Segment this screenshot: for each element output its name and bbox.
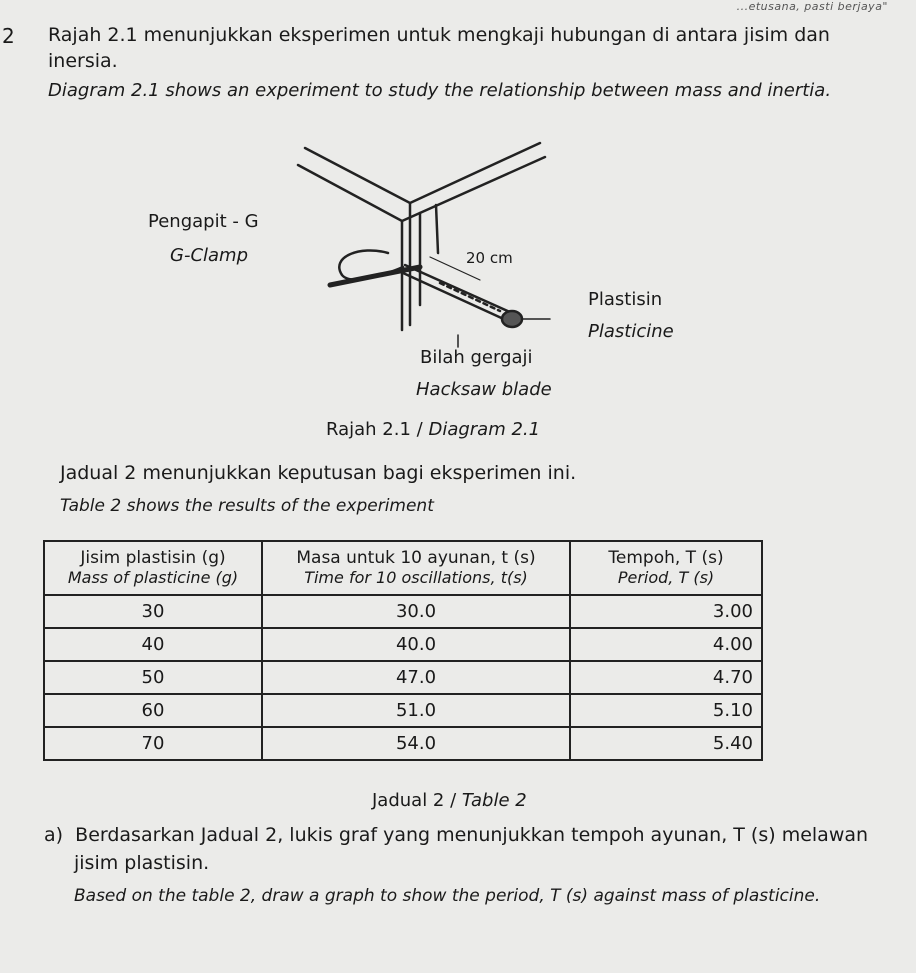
plasticine-label-en: Plasticine — [588, 321, 674, 342]
table-header-row — [44, 541, 762, 595]
table-caption-en: Table 2 — [461, 790, 527, 811]
period-cell: 5.10 — [570, 694, 762, 727]
header-period-en: Period, T (s) — [617, 567, 715, 587]
table-intro-ms: Jadual 2 menunjukkan keputusan bagi eksperimen ini. — [60, 462, 577, 484]
part-a-ms-text: Berdasarkan Jadual 2, lukis graf yang menunjukkan tempoh ayunan, T (s) melawan — [75, 824, 869, 846]
mass-cell: 60 — [44, 694, 262, 727]
table-intro-en: Table 2 shows the results of the experiment — [60, 496, 434, 516]
time-cell: 30.0 — [262, 595, 570, 628]
table-row — [44, 661, 762, 694]
time-cell: 40.0 — [262, 628, 570, 661]
header-period — [570, 541, 762, 595]
experiment-diagram — [120, 135, 840, 475]
table-row — [44, 595, 762, 628]
header-time-ms: Masa untuk 10 ayunan, t (s) — [296, 548, 536, 569]
blade-label-en: Hacksaw blade — [416, 379, 552, 400]
blade-label-ms: Bilah gergaji — [420, 347, 533, 368]
table-caption: Jadual 2 / Table 2 — [372, 790, 527, 811]
period-cell: 4.70 — [570, 661, 762, 694]
table-caption-ms: Jadual 2 — [372, 790, 445, 811]
intro-ms-line1: Rajah 2.1 menunjukkan eksperimen untuk mengkaji hubungan di antara jisim dan — [48, 24, 830, 46]
part-a-label: a) — [44, 824, 64, 846]
table-row — [44, 727, 762, 760]
plasticine-label-ms: Plastisin — [588, 289, 663, 310]
mass-cell: 40 — [44, 628, 262, 661]
intro-en: Diagram 2.1 shows an experiment to study the relationship between mass and inertia. — [48, 80, 832, 101]
table-row — [44, 628, 762, 661]
period-cell: 4.00 — [570, 628, 762, 661]
clamp-label-en: G-Clamp — [170, 245, 249, 266]
header-period-ms: Tempoh, T (s) — [608, 548, 724, 569]
header-mass-en: Mass of plasticine (g) — [67, 567, 239, 587]
time-cell: 54.0 — [262, 727, 570, 760]
diagram-caption-sep: / — [410, 419, 429, 440]
part-a-en: Based on the table 2, draw a graph to show the period, T (s) against mass of plasticine. — [74, 886, 821, 906]
header-time-en: Time for 10 oscillations, t(s) — [304, 567, 528, 587]
time-cell: 47.0 — [262, 661, 570, 694]
header-time — [262, 541, 570, 595]
period-cell: 5.40 — [570, 727, 762, 760]
part-a-ms-line2: jisim plastisin. — [74, 852, 210, 874]
header-mass — [44, 541, 262, 595]
diagram-caption — [326, 419, 540, 440]
clamp-label-ms: Pengapit - G — [148, 211, 259, 232]
diagram-caption-en: Diagram 2.1 — [428, 419, 541, 440]
mass-cell: 50 — [44, 661, 262, 694]
part-a-ms-line1 — [44, 824, 868, 846]
header-mass-ms: Jisim plastisin (g) — [80, 548, 226, 569]
question-number: 2 — [2, 24, 15, 48]
results-table — [43, 540, 763, 761]
length-label: 20 cm — [466, 249, 513, 267]
diagram-caption-ms: Rajah 2.1 — [326, 419, 411, 440]
mass-cell: 70 — [44, 727, 262, 760]
intro-ms-line2: inersia. — [48, 50, 118, 72]
period-cell: 3.00 — [570, 595, 762, 628]
time-cell: 51.0 — [262, 694, 570, 727]
mass-cell: 30 — [44, 595, 262, 628]
table-row — [44, 694, 762, 727]
header-note: ...etusana, pasti berjaya" — [736, 0, 888, 13]
